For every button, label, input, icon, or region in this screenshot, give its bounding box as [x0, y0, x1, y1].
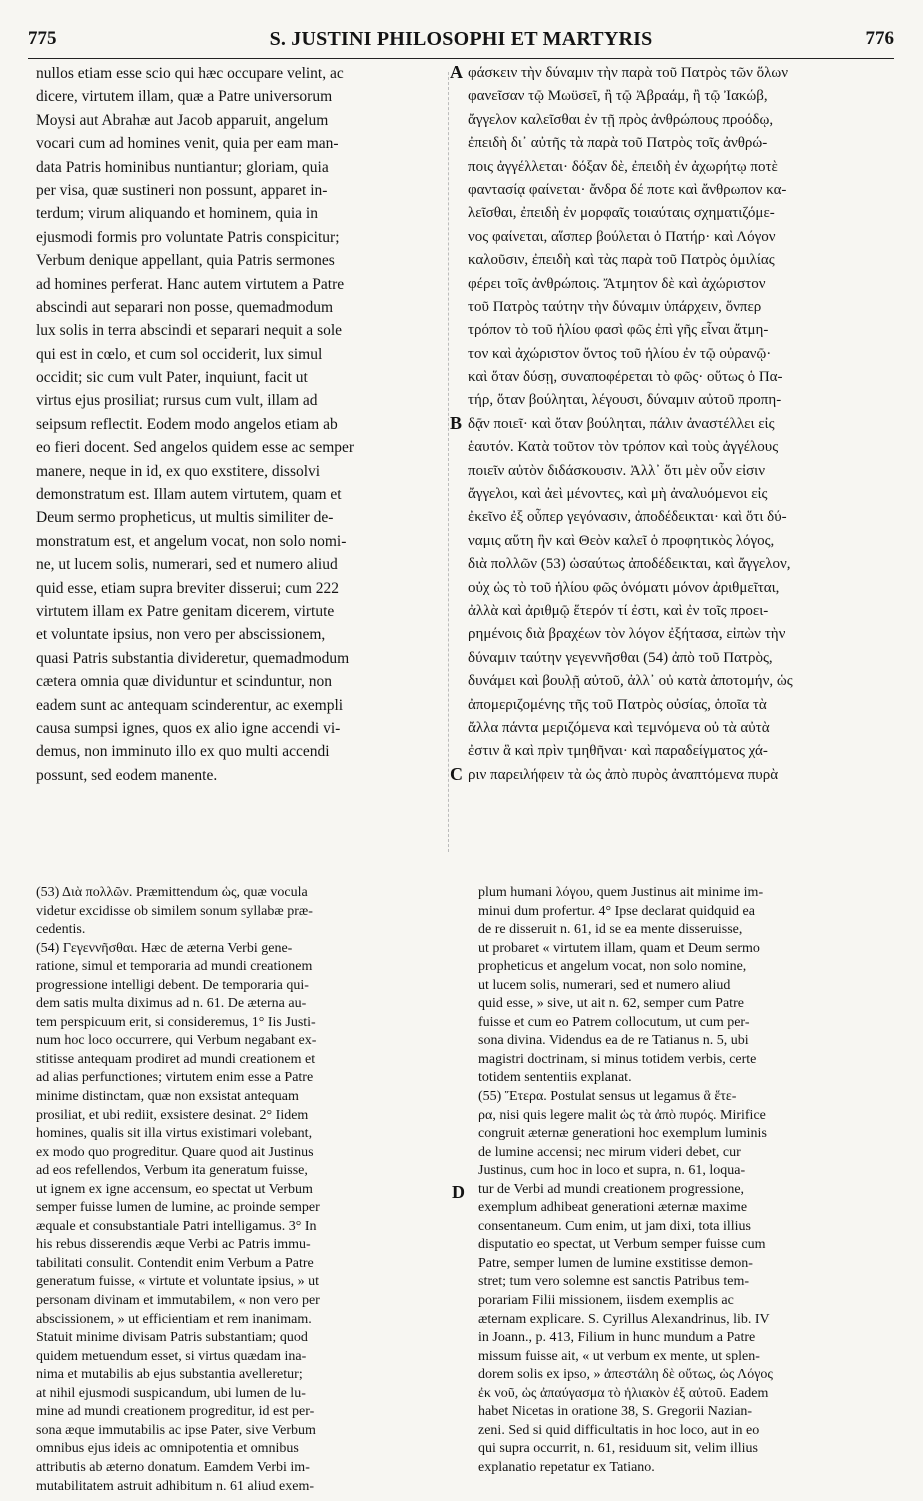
text-line: δύναμιν ταύτην γεγεννῆσθαι (54) ἀπὸ τοῦ Πατρὸς,: [468, 649, 773, 666]
text-line: eo fieri docent. Sed angelos quidem esse ac semper: [36, 439, 355, 457]
footnote-line: congruit æternæ generationi hoc exemplum luminis: [478, 1126, 767, 1142]
footnote-line: prosiliat, et ubi rediit, exsistere desinat. 2° Iidem: [36, 1107, 309, 1123]
margin-marker-a: A: [450, 62, 463, 82]
footnote-line: quid esse, » sive, ut ait n. 62, semper cum Patre: [478, 996, 744, 1012]
footnote-line: propheticus et angelum vocat, non solo nomine,: [478, 959, 747, 975]
footnote-line: semper fuisse lumen de lumine, ac proinde semper: [36, 1200, 320, 1216]
text-line: φάσκειν τὴν δύναμιν τὴν παρὰ τοῦ Πατρὸς τῶν ὅλων: [468, 65, 789, 81]
text-line: δυνάμει καὶ βουλῇ αὐτοῦ, ἀλλ᾽ οὐ κατὰ ἀποτομήν, ὡς: [468, 673, 793, 690]
text-line: eadem sunt ac antequam scinderentur, ac exempli: [36, 696, 344, 714]
footnote-line: qui supra occurrit, n. 61, residuum sit, velim illius: [478, 1441, 758, 1457]
footnote-line: nima et mutabilis ab ejus substantia avelleretur;: [36, 1367, 303, 1383]
footnote-line: at nihil ejusmodi suspicandum, ubi lumen de lu-: [36, 1385, 306, 1401]
footnote-line: videtur excidisse ob similem sonum syllabæ præ-: [36, 903, 313, 919]
text-line: monstratum est, et angelum vocat, non solo nomi-: [36, 532, 347, 550]
running-title: S. JUSTINI PHILOSOPHI ET MARTYRIS: [269, 28, 653, 50]
footnote-line: Justinus, cum hoc in loco et supra, n. 61, loqua-: [478, 1163, 746, 1179]
footnote-line: sona æque immutabilis ac ipse Pater, sive Verbum: [36, 1422, 316, 1438]
text-line: per visa, quæ sustineri non possunt, apparet in-: [36, 181, 328, 199]
text-line: quid esse, etiam supra breviter disserui; cum 222: [36, 579, 340, 597]
text-line: virtus ejus prosiliat; rursus cum vult, illam ad: [36, 392, 318, 410]
text-line: occidit; sic cum vult Pater, inquiunt, facit ut: [36, 369, 308, 387]
text-line: dicere, virtutem illam, quæ a Patre universorum: [36, 88, 333, 106]
footnote-line: dorem solis ex ipso, » ἀπεστάλη δὲ οὕτως, ὡς Λόγος: [478, 1367, 773, 1383]
text-line: abscindi aut separari non posse, quemadmodum: [36, 298, 334, 316]
text-line: ἀπομεριζομένης τῆς τοῦ Πατρὸς οὐσίας, ὁποῖα τὰ: [468, 696, 767, 713]
text-line: καλοῦσιν, ἐπειδὴ καὶ τὰς παρὰ τοῦ Πατρὸς ὁμιλίας: [468, 252, 775, 269]
footnotes-left: [36, 884, 446, 1496]
margin-marker-d: D: [452, 1182, 465, 1202]
footnote-line: minime distinctam, quæ non exsistat antequam: [36, 1089, 299, 1105]
footnote-line: tabilitati consulit. Contendit enim Verbum a Patre: [36, 1255, 314, 1271]
text-line: ad homines perferat. Hanc autem virtutem a Patre: [36, 275, 345, 293]
footnote-line: zeni. Sed si quid difficultatis in hoc loco, aut in eo: [478, 1422, 760, 1438]
text-line: Moysi aut Abrahæ aut Jacob apparuit, angelum: [36, 111, 329, 129]
text-line: ριν παρειλήφειν τὰ ὡς ἀπὸ πυρὸς ἀναπτόμενα πυρὰ: [468, 766, 779, 783]
footnote-line: habet Nicetas in oratione 38, S. Gregorii Nazian-: [478, 1404, 753, 1420]
text-line: ἀλλὰ καὶ ἀριθμῷ ἕτερόν τί ἐστι, καὶ ἐν τοῖς προει-: [468, 602, 769, 619]
text-line: et voluntate ipsius, non vero per abscissionem,: [36, 626, 326, 644]
text-line: ποις ἀγγέλλεται· δόξαν δὲ, ἐπειδὴ ἐν ἀχωρήτῳ ποτὲ: [468, 158, 778, 175]
text-line: νος φαίνεται, αἵσπερ βούλεται ὁ Πατήρ· καὶ Λόγον: [468, 228, 776, 245]
footnote-line: tur de Verbi ad mundi creationem progressione,: [478, 1181, 745, 1197]
text-line: ἑαυτόν. Κατὰ τοῦτον τὸν τρόπον καὶ τοὺς ἀγγέλους: [468, 439, 779, 456]
text-line: causa sumpsi ignes, quos ex alio igne accendi vi-: [36, 719, 341, 737]
footnote-line: ad eos refellendos, Verbum ita generatum fuisse,: [36, 1163, 308, 1179]
footnote-line: cedentis.: [36, 922, 86, 938]
text-line: τρόπον τὸ τοῦ ἡλίου φασὶ φῶς ἐπὶ γῆς εἶναι ἄτμη-: [468, 322, 769, 339]
text-line: ναμις αὕτη ἣν καὶ Θεὸν καλεῖ ὁ προφητικὸς λόγος,: [468, 532, 775, 549]
text-line: τήρ, ὅταν βούληται, λέγουσι, δύναμιν αὐτοῦ προπη-: [468, 392, 782, 409]
footnote-line: (54) Γεγεννῆσθαι. Hæc de æterna Verbi gene-: [36, 940, 293, 956]
footnote-line: personam divinam et immutabilem, « non vero per: [36, 1293, 320, 1309]
footnote-line: stret; tum vero solemne est sanctis Patribus tem-: [478, 1274, 750, 1290]
footnote-line: porariam Filii missionem, iisdem exemplis ac: [478, 1293, 734, 1309]
footnote-line: de re disseruit n. 61, id se ea mente disseruisse,: [478, 922, 743, 938]
footnote-line: attributis ab æterno donatum. Eamdem Verbi im-: [36, 1459, 310, 1475]
page-number-left: 775: [28, 28, 57, 49]
footnote-line: de lumine accensi; nec mirum videri debet, cur: [478, 1144, 741, 1160]
footnote-line: minui dum profertur. 4° Ipse declarat quidquid ea: [478, 903, 755, 919]
footnote-line: homines, qualis sit illa virtus existimari volebant,: [36, 1126, 313, 1142]
footnote-line: ex modo quo progreditur. Quare quod ait Justinus: [36, 1144, 314, 1160]
text-line: cætera omnia quæ dividuntur et scinduntur, non: [36, 673, 332, 691]
footnote-line: generatum fuisse, « virtute et voluntate ipsius, » ut: [36, 1274, 320, 1290]
margin-markers: [448, 62, 468, 862]
text-line: qui est in cœlo, et cum sol occiderit, lux simul: [36, 345, 323, 363]
footnotes-right: [478, 884, 892, 1478]
footnote-line: stitisse antequam prodiret ad mundi creationem et: [36, 1051, 316, 1067]
text-line: possunt, sed eodem manente.: [36, 766, 218, 784]
text-line: λεῖσθαι, ἐπειδὴ ἐν μορφαῖς τοιαύταις σχηματιζόμε-: [468, 205, 775, 222]
text-line: οὐχ ὡς τὸ τοῦ ἡλίου φῶς ὀνόματι μόνον ἀριθμεῖται,: [468, 579, 780, 596]
footnote-line: æquale et consubstantiale Patri intelligamus. 3° In: [36, 1218, 317, 1234]
footnote-line: ut probaret « virtutem illam, quam et Deum sermo: [478, 940, 760, 956]
text-line: terdum; virum aliquando et hominem, quia in: [36, 205, 318, 223]
footnote-line: Statuit minime divisam Patris substantiam; quod: [36, 1330, 308, 1346]
footnote-line: ratione, simul et temporaria ad mundi creationem: [36, 959, 313, 975]
footnote-line: Patre, semper lumen de lumine exstitisse demon-: [478, 1255, 753, 1271]
text-line: τον καὶ ἀχώριστον ὄντος τοῦ ἡλίου ἐν τῷ οὐρανῷ·: [468, 345, 772, 362]
greek-text-column: [468, 62, 892, 787]
footnote-line: quidem metuendum esset, si virtus quædam ina-: [36, 1348, 307, 1364]
page-number-right: 776: [865, 28, 894, 49]
text-line: ποιεῖν αὐτὸν διδάσκουσιν. Ἀλλ᾽ ὅτι μὲν οὖν εἰσιν: [468, 462, 766, 479]
text-line: ne, ut lucem solis, numerari, sed et numero aliud: [36, 556, 338, 574]
text-line: ἄγγελοι, καὶ ἀεὶ μένοντες, καὶ μὴ ἀναλυόμενοι εἰς: [468, 486, 768, 503]
footnote-line: magistri doctrinam, si minus totidem verbis, certe: [478, 1051, 757, 1067]
footnote-line: exemplum adhibeat generationi æternæ maxime: [478, 1200, 748, 1216]
footnote-line: totidem sententiis explanat.: [478, 1070, 632, 1086]
footnote-line: progressione intelligi debent. De temporaria qui-: [36, 977, 309, 993]
text-line: Verbum denique appellant, quia Patris sermones: [36, 252, 335, 270]
text-line: demonstratum est. Illam autem virtutem, quam et: [36, 486, 342, 504]
text-line: ejusmodi formis pro voluntate Patris conspicitur;: [36, 228, 340, 246]
text-line: data Patris hominibus nuntiantur; gloriam, quia: [36, 158, 329, 176]
footnote-line: abscissionem, » ut efficientiam et rem inanimam.: [36, 1311, 312, 1327]
footnote-line: plum humani λόγου, quem Justinus ait minime im-: [478, 885, 764, 900]
text-line: καὶ ὅταν δύσῃ, συναποφέρεται τὸ φῶς· οὕτως ὁ Πα-: [468, 369, 783, 386]
text-line: ἄγγελον καλεῖσθαι ἐν τῇ πρὸς ἀνθρώπους προόδῳ,: [468, 111, 774, 128]
footnote-line: missum fuisse ait, « ut verbum ex mente, ut splen-: [478, 1348, 760, 1364]
footnote-line: ut ignem ex igne accensum, eo spectat ut Verbum: [36, 1181, 313, 1197]
footnote-line: num hoc loco occurrere, qui Verbum negabant ex-: [36, 1033, 317, 1049]
text-line: ἐπειδὴ δι᾽ αὐτῆς τὰ παρὰ τοῦ Πατρὸς τοῖς ἀνθρώ-: [468, 135, 768, 152]
margin-marker-c: C: [450, 764, 463, 784]
text-line: seipsum reflectit. Eodem modo angelos etiam ab: [36, 415, 338, 433]
text-line: Deum sermo propheticus, ut multis similiter de-: [36, 509, 334, 527]
footnote-line: omnibus ejus ideis ac omnipotentia et omnibus: [36, 1441, 299, 1457]
text-line: τοῦ Πατρὸς ταύτην τὴν δύναμιν ὑπάρχειν, ὅνπερ: [468, 298, 762, 315]
text-line: δᾷν ποιεῖ· καὶ ὅταν βούληται, πάλιν ἀναστέλλει εἰς: [468, 415, 775, 432]
text-line: virtutem illam ex Patre genitam dicerem, virtute: [36, 602, 335, 620]
footnote-line: mutabilitatem astruit adhibitum n. 61 aliud exem-: [36, 1478, 314, 1494]
margin-marker-b: B: [450, 413, 463, 433]
text-line: φέρει τοῖς ἀνθρώποις. Ἄτμητον δὲ καὶ ἀχώριστον: [468, 275, 766, 292]
text-line: ρημένοις διὰ βραχέων τὸν λόγον ἐξήτασα, εἰπὼν τὴν: [468, 626, 786, 643]
footnote-line: mine ad mundi creationem progreditur, id est per-: [36, 1404, 315, 1420]
text-line: φανεῖσαν τῷ Μωϋσεῖ, ἢ τῷ Ἀβραάμ, ἢ τῷ Ἰακώβ,: [468, 88, 768, 105]
footnote-line: dem satis multa diximus ad n. 61. De æterna au-: [36, 996, 307, 1012]
footnote-line: ρα, nisi quis legere malit ὡς τὰ ἀπὸ πυρός. Mirifice: [478, 1107, 766, 1123]
footnote-line: explanatio repetatur ex Tatiano.: [478, 1459, 655, 1475]
text-line: ἐστιν ἃ καὶ πρὶν τμηθῆναι· καὶ παραδείγματος χά-: [468, 743, 768, 760]
footnote-line: æternam explicare. S. Cyrillus Alexandrinus, lib. IV: [478, 1311, 770, 1327]
text-line: φαντασίᾳ φαίνεται· ἄνδρα δέ ποτε καὶ ἄνθρωπον κα-: [468, 181, 787, 198]
latin-text-column: [36, 62, 448, 787]
footnote-line: ad alias perfunctiones; virtutem enim esse a Patre: [36, 1070, 314, 1086]
footnote-line: tem perspicuum erit, si consideremus, 1° Iis Justi-: [36, 1014, 316, 1030]
footnote-line: ἐκ νοῦ, ὡς ἀπαύγασμα τὸ ἡλιακὸν ἐξ αὐτοῦ. Eadem: [478, 1385, 769, 1401]
text-line: lux solis in terra abscindi et separari nequit a sole: [36, 322, 343, 340]
footnote-line: disputatio eo spectat, ut Verbum semper fuisse cum: [478, 1237, 766, 1253]
text-line: διὰ πολλῶν (53) ὡσαύτως ἀποδέδεικται, καὶ ἄγγελον,: [468, 556, 791, 573]
text-line: demus, non imminuto illo ex quo multi accendi: [36, 743, 330, 761]
text-line: vocari cum ad homines venit, quia per eam man-: [36, 135, 339, 153]
footnote-line: sona divina. Videndus ea de re Tatianus n. 5, ubi: [478, 1033, 749, 1049]
footnote-line: (53) Διὰ πολλῶν. Præmittendum ὡς, quæ vocula: [36, 885, 308, 900]
footnote-line: consentaneum. Cum enim, ut jam dixi, tota illius: [478, 1218, 751, 1234]
footnote-line: (55) Ἕτερα. Postulat sensus ut legamus ἃ ἕτε-: [478, 1089, 737, 1105]
text-line: nullos etiam esse scio qui hæc occupare velint, ac: [36, 65, 344, 82]
footnote-line: in Joann., p. 413, Filium in hunc mundum a Patre: [478, 1330, 756, 1346]
text-line: manere, neque in id, ex quo exstitere, dissolvi: [36, 462, 321, 480]
footnote-line: ut lucem solis, numerari, sed et numero aliud: [478, 977, 731, 993]
text-line: ἄλλα πάντα μεριζόμενα καὶ τεμνόμενα οὐ τὰ αὐτὰ: [468, 719, 770, 736]
text-line: quasi Patris substantia divideretur, quemadmodum: [36, 649, 350, 667]
footnote-line: fuisse et cum eo Patrem collocutum, ut cum per-: [478, 1014, 750, 1030]
page-header: [28, 28, 894, 59]
text-line: ἐκεῖνο ἐξ οὗπερ γεγόνασιν, ἀποδέδεικται· καὶ ὅτι δύ-: [468, 509, 787, 526]
footnote-line: his rebus disserendis æque Verbi ac Patris immu-: [36, 1237, 311, 1253]
